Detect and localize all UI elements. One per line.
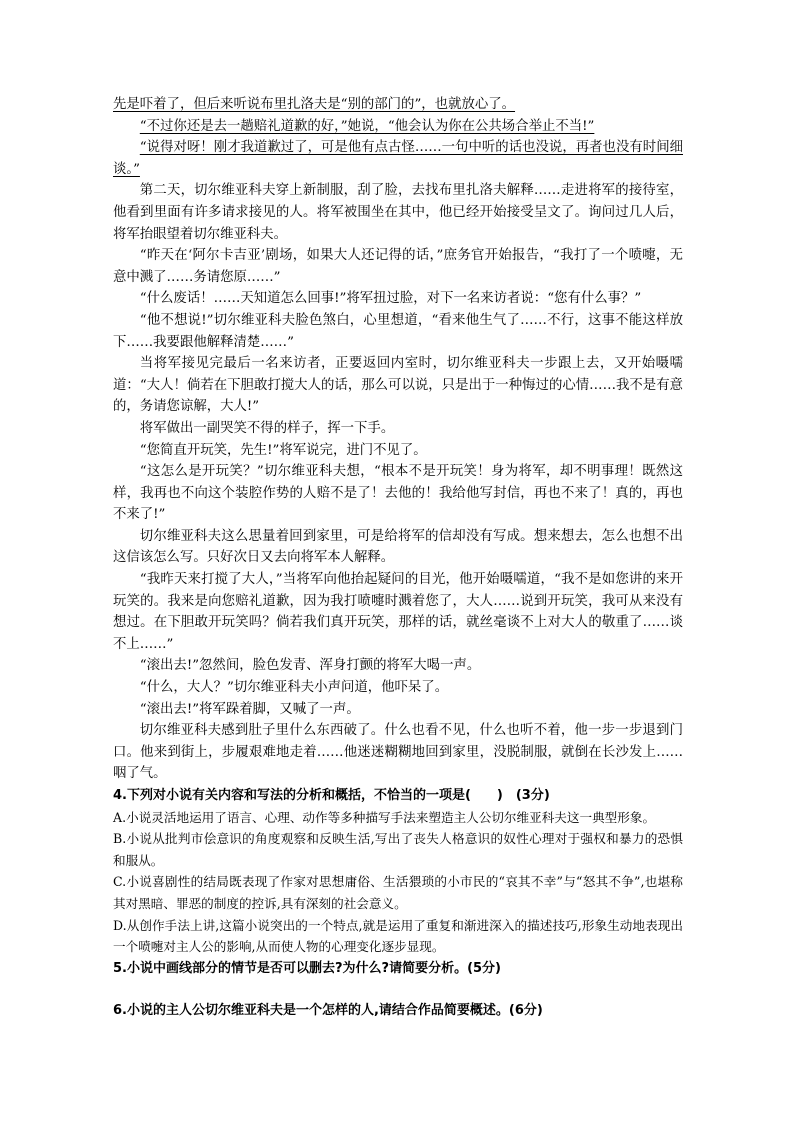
paragraph: 切尔维亚科夫这么思量着回到家里，可是给将军的信却没有写成。想来想去，怎么也想不出这信该怎么写。只好次日又去向将军本人解释。 xyxy=(113,528,683,566)
paragraph: 先是吓着了，但后来听说布里扎洛夫是“别的部门的”，也就放心了。 xyxy=(113,97,516,112)
paragraph: “不过你还是去一趟赔礼道歉的好，”她说，“他会认为你在公共场合举止不当!” xyxy=(139,118,595,134)
paragraph: “他不想说!”切尔维亚科夫脸色煞白，心里想道，“看来他生气了……不行，这事不能这样放下……我要跟他解释清楚……” xyxy=(113,312,683,350)
paragraph: 当将军接见完最后一名来访者，正要返回内室时，切尔维亚科夫一步跟上去，又开始嗫嚅道：“大人！倘若在下胆敢打搅大人的话，那么可以说，只是出于一种悔过的心情……我不是有意的，务请您谅解，大人!” xyxy=(113,356,683,415)
answer-space xyxy=(113,979,683,1000)
paragraph: “说得对呀！刚才我道歉过了，可是他有点古怪……一句中听的话也没说，再者也没有时间细谈。” xyxy=(113,140,683,177)
question-4 xyxy=(113,785,683,958)
option-c: C.小说喜剧性的结局既表现了作家对思想庸俗、生活猥琐的小市民的“哀其不幸”与“怒其不争”,也堪称其对黑暗、罪恶的制度的控诉,具有深刻的社会意义。 xyxy=(113,874,683,911)
paragraph: “这怎么是开玩笑？”切尔维亚科夫想，“根本不是开玩笑！身为将军，却不明事理！既然这样，我再也不向这个装腔作势的人赔不是了！去他的！我给他写封信，再也不来了！真的，再也不来了!” xyxy=(113,464,683,523)
option-d: D.从创作手法上讲,这篇小说突出的一个特点,就是运用了重复和渐进深入的描述技巧,形象生动地表现出一个喷嚏对主人公的影响,从而使人物的心理变化逐步显现。 xyxy=(113,917,683,955)
paragraph: 第二天，切尔维亚科夫穿上新制服，刮了脸，去找布里扎洛夫解释……走进将军的接待室，他看到里面有许多请求接见的人。将军被围坐在其中，他已经开始接受呈文了。询问过几人后，将军抬眼望着切尔维亚科夫。 xyxy=(113,183,683,242)
paragraph: 将军做出一副哭笑不得的样子，挥一下手。 xyxy=(139,420,395,436)
paragraph: “滚出去!”将军跺着脚，又喊了一声。 xyxy=(139,701,360,717)
paragraph: “昨天在‘阿尔卡吉亚’剧场，如果大人还记得的话，”庶务官开始报告，“我打了一个喷嚏，无意中溅了……务请您原……” xyxy=(113,248,683,285)
question-4-stem: 4.下列对小说有关内容和写法的分析和概括，不恰当的一项是( ) (3分) xyxy=(113,788,550,803)
paragraph: “什么，大人？”切尔维亚科夫小声问道，他吓呆了。 xyxy=(139,680,449,696)
option-b: B.小说从批判市侩意识的角度观察和反映生活,写出了丧失人格意识的奴性心理对于强权和暴力的恐惧和服从。 xyxy=(113,831,683,868)
paragraph: “滚出去!”忽然间，脸色发青、浑身打颤的将军大喝一声。 xyxy=(139,658,481,674)
paragraph: “什么废话！……天知道怎么回事!”将军扭过脸，对下一名来访者说：“您有什么事？” xyxy=(139,291,642,307)
question-5-stem: 5.小说中画线部分的情节是否可以删去?为什么?请简要分析。(5分) xyxy=(113,960,501,976)
story-text xyxy=(113,94,683,785)
question-6-stem: 6.小说的主人公切尔维亚科夫是一个怎样的人,请结合作品简要概述。(6分) xyxy=(113,1003,543,1019)
option-a: A.小说灵活地运用了语言、心理、动作等多种描写手法来塑造主人公切尔维亚科夫这一典型形象。 xyxy=(113,809,656,825)
document-page xyxy=(113,94,683,1022)
paragraph: 切尔维亚科夫感到肚子里什么东西破了。什么也看不见，什么也听不着，他一步一步退到门口。他来到街上，步履艰难地走着……他迷迷糊糊地回到家里，没脱制服，就倒在长沙发上……咽了气。 xyxy=(113,723,683,782)
paragraph: “我昨天来打搅了大人，”当将军向他抬起疑问的目光，他开始嗫嚅道，“我不是如您讲的来开玩笑的。我来是向您赔礼道歉，因为我打喷嚏时溅着您了，大人……说到开玩笑，我可从来没有想过。在下胆敢开玩笑吗？倘若我们真开玩笑，那样的话，就丝毫谈不上对大人的敬重了……谈不上……” xyxy=(113,572,683,652)
paragraph: “您简直开玩笑，先生!”将军说完，进门不见了。 xyxy=(139,442,427,458)
